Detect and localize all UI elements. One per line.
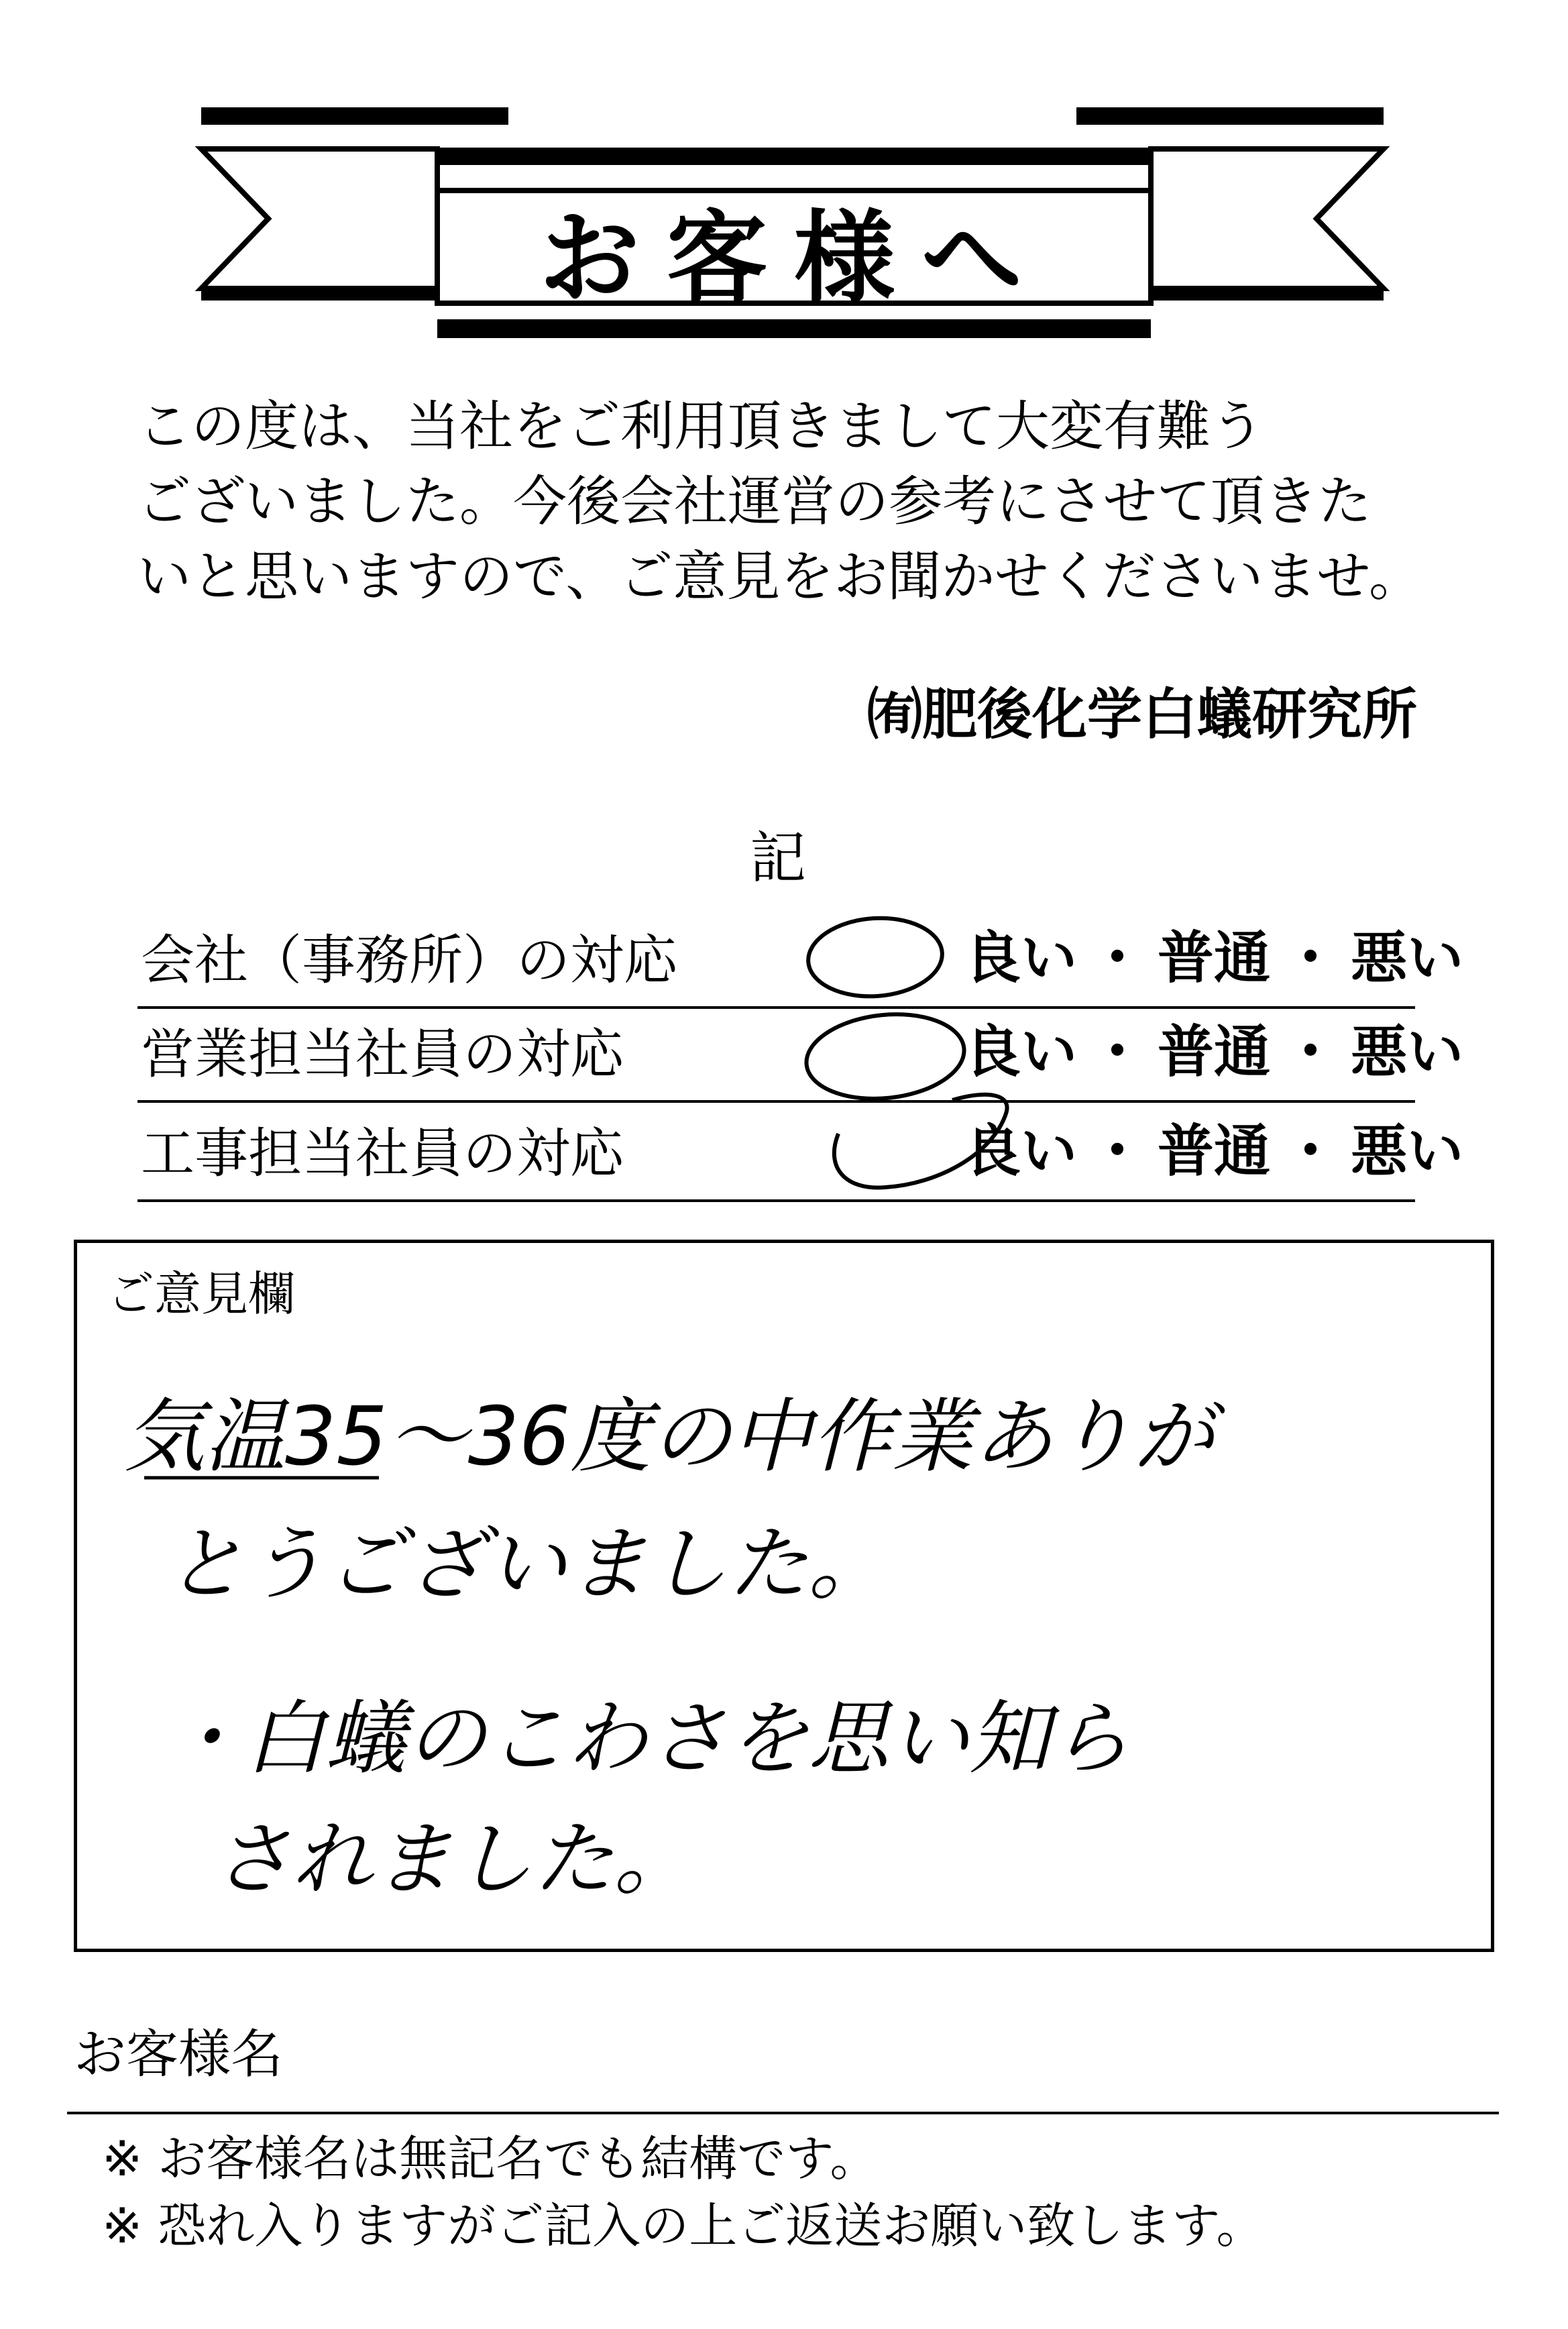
option-normal[interactable]: 普通 — [1158, 925, 1271, 991]
option-good[interactable]: 良い — [964, 925, 1078, 991]
customer-name-input-line[interactable] — [67, 2112, 1499, 2114]
separator: ・ — [1282, 925, 1339, 991]
option-bad[interactable]: 悪い — [1351, 1019, 1464, 1085]
option-good[interactable]: 良い — [964, 1019, 1078, 1085]
separator: ・ — [1282, 1019, 1339, 1085]
handwritten-line: 気温35〜36度の中作業ありが — [124, 1391, 1215, 1484]
intro-line: ございました。今後会社運営の参考にさせて頂きた — [137, 470, 1371, 533]
option-good[interactable]: 良い — [964, 1118, 1078, 1184]
handwriting-svg — [77, 1243, 1491, 1949]
circle-mark-sales — [802, 1007, 968, 1106]
customer-name-label: お客様名 — [74, 2024, 284, 2085]
company-name: ㈲肥後化学白蟻研究所 — [866, 683, 1417, 747]
option-normal[interactable]: 普通 — [1158, 1019, 1271, 1085]
handwritten-line: ・白蟻のこわさを思い知ら — [164, 1692, 1130, 1786]
separator: ・ — [1089, 1118, 1146, 1184]
footer-notes — [102, 2125, 1264, 2259]
note-line: ※ お客様名は無記名でも結構です。 — [102, 2130, 879, 2187]
rating-label: 会社（事務所）の対応 — [141, 929, 677, 991]
circle-mark-office — [805, 914, 945, 1001]
note-line: ※ 恐れ入りますがご記入の上ご返送お願い致します。 — [102, 2198, 1265, 2254]
separator: ・ — [1089, 1019, 1146, 1085]
rating-label: 営業担当社員の対応 — [141, 1023, 624, 1085]
option-normal[interactable]: 普通 — [1158, 1118, 1271, 1184]
intro-line: この度は、当社をご利用頂きまして大変有難う — [137, 395, 1264, 457]
opinion-box[interactable] — [74, 1240, 1494, 1952]
opinion-label: ご意見欄 — [107, 1266, 295, 1321]
intro-line: いと思いますので、ご意見をお聞かせくださいませ。 — [137, 545, 1422, 608]
rating-label: 工事担当社員の対応 — [141, 1122, 624, 1185]
option-bad[interactable]: 悪い — [1351, 1118, 1464, 1184]
handwritten-line: とうございました。 — [164, 1518, 889, 1611]
page-title: お客様へ — [539, 199, 1049, 317]
ki-heading: 記 — [750, 825, 807, 891]
separator: ・ — [1089, 925, 1146, 991]
separator: ・ — [1282, 1118, 1339, 1184]
circle-mark-construction — [834, 1095, 1007, 1188]
option-bad[interactable]: 悪い — [1351, 925, 1464, 991]
handwritten-line: されました。 — [211, 1813, 694, 1906]
